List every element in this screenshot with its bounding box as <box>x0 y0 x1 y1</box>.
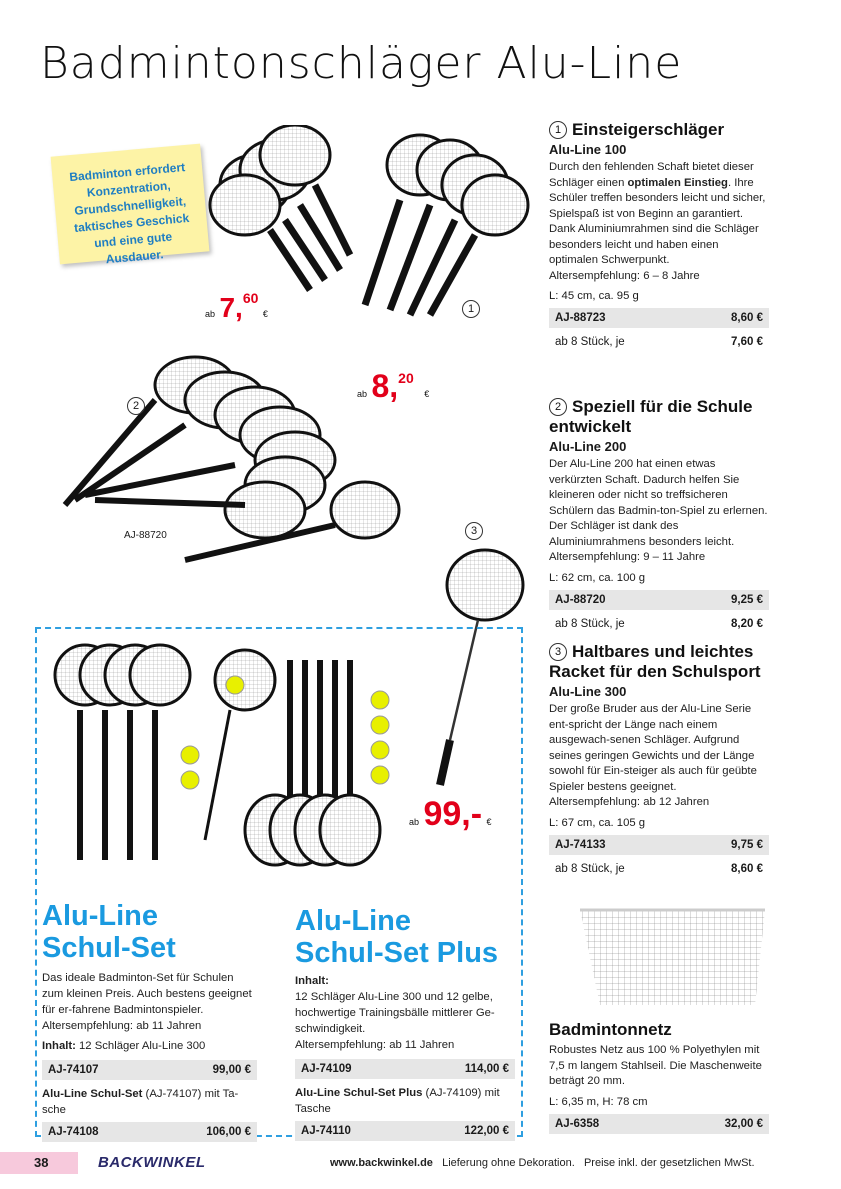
product-size: L: 45 cm, ca. 95 g <box>549 290 639 302</box>
price-main: 99,- <box>423 795 483 833</box>
product-subtitle: Alu-Line 200 <box>549 439 627 454</box>
bulk-price-row: ab 8 Stück, je 8,20 € <box>555 617 763 630</box>
set-contents: Inhalt: 12 Schläger Alu-Line 300 <box>42 1040 206 1052</box>
price-row: AJ-74107 99,00 € <box>42 1060 257 1080</box>
image-number-1: 1 <box>462 300 480 318</box>
price-badge-2 <box>357 368 429 405</box>
price-row: AJ-74109 114,00 € <box>295 1059 515 1079</box>
product-2 <box>549 397 769 634</box>
set-bag-option: Alu-Line Schul-Set (AJ-74107) mit Ta-sche <box>42 1088 239 1116</box>
brand-logo: BACKWINKEL <box>98 1154 206 1171</box>
product-image-net <box>570 905 770 1015</box>
info-note <box>51 144 210 265</box>
price-row: AJ-74108 106,00 € <box>42 1122 257 1142</box>
price-row: AJ-88720 9,25 € <box>549 590 769 610</box>
price-row: AJ-6358 32,00 € <box>549 1114 769 1134</box>
price-prefix: ab <box>357 389 368 399</box>
footer-url[interactable]: www.backwinkel.de <box>330 1157 433 1169</box>
set-bag-option: Alu-Line Schul-Set Plus (AJ-74109) mit Tasche <box>295 1087 500 1115</box>
page-title: Badmintonschläger Alu-Line <box>40 38 683 89</box>
product-title: Badmintonnetz <box>549 1020 672 1039</box>
price-badge-1 <box>205 290 268 324</box>
product-size: L: 62 cm, ca. 100 g <box>549 571 646 584</box>
set-description: Das ideale Badminton-Set für Schulen zum kleinen Preis. Auch bestens geeignet für er-fahrene Badmintonspieler. Altersempfehlung: ab 11 Jahren <box>42 972 252 1032</box>
image-number-2: 2 <box>127 397 145 415</box>
product-3 <box>549 642 769 879</box>
product-subtitle: Alu-Line 100 <box>549 142 627 157</box>
set-title: Alu-Line Schul-Set Plus <box>295 905 499 969</box>
bulk-price-row: ab 8 Stück, je 8,60 € <box>555 862 763 875</box>
price-row: AJ-74133 9,75 € <box>549 835 769 855</box>
product-number: 2 <box>549 398 567 416</box>
product-description: Der Alu-Line 200 hat einen etwas verkürzten Schaft. Dadurch helfen Sie kleineren oder nicht so treffsicheren Schülern das Badmin-ton-Spiel zu erlernen. Der Schläger ist dank des Aluminiumrahmens besonders leicht. Altersempfehlung: 9 – 11 Jahre <box>549 458 768 563</box>
bulk-price-row: ab 8 Stück, je 7,60 € <box>555 336 763 348</box>
product-1 <box>549 120 769 352</box>
image-article-label: AJ-88720 <box>124 530 167 541</box>
page-number: 38 <box>0 1152 78 1174</box>
product-size: L: 67 cm, ca. 105 g <box>549 816 646 829</box>
price-cents: 20 <box>398 370 414 386</box>
product-net <box>549 1020 769 1134</box>
product-number: 3 <box>549 643 567 661</box>
price-currency: € <box>262 309 268 319</box>
image-number-3: 3 <box>465 522 483 540</box>
product-description: Der große Bruder aus der Alu-Line Serie ent-spricht der Länge nach einem ausgewach-senen Schläger. Aufgrund seines geringen Gewichts und der Länge sowohl für Ein-steiger als auch für geübte Spieler bestens geeignet. Altersempfehlung: ab 12 Jahren <box>549 703 757 808</box>
price-currency: € <box>486 817 492 827</box>
note-text: Badminton erfordert Konzentration, Grundschnelligkeit, taktisches Geschick und eine gute Ausdauer. <box>68 160 190 267</box>
set-title: Alu-Line Schul-Set <box>42 900 176 964</box>
product-size: L: 6,35 m, H: 78 cm <box>549 1095 648 1108</box>
product-title: 2 Speziell für die Schule entwickelt <box>549 397 753 436</box>
price-prefix: ab <box>409 817 420 827</box>
product-description: Robustes Netz aus 100 % Polyethylen mit 7,5 m langem Stahlseil. Die Maschenweite beträgt 20 mm. <box>549 1044 762 1087</box>
price-prefix: ab <box>205 309 216 319</box>
product-title: 3 Haltbares und leichtes Racket für den Schulsport <box>549 642 761 681</box>
set-contents: Inhalt: 12 Schläger Alu-Line 300 und 12 gelbe, hochwertige Trainingsbälle mittlerer Ge-schwindigkeit. Altersempfehlung: ab 11 Jahren <box>295 975 495 1051</box>
product-number: 1 <box>549 121 567 139</box>
price-main: 8, <box>371 368 399 404</box>
product-description: Durch den fehlenden Schaft bietet dieser Schläger einen optimalen Einstieg. Ihre Schüler treffen besonders leicht und sicher, Spielspaß ist von Beginn an garantiert. Dank Aluminiumrahmen sind die Schläger besonders leicht und haben einen optimalen Schwerpunkt. Altersempfehlung: 6 – 8 Jahre <box>549 161 766 282</box>
price-row: AJ-88723 8,60 € <box>549 308 769 328</box>
price-currency: € <box>424 389 430 399</box>
product-subtitle: Alu-Line 300 <box>549 684 627 699</box>
product-image-alu-line-200 <box>55 355 405 570</box>
price-cents: 60 <box>242 290 259 306</box>
set-schul-set-plus <box>295 905 515 1141</box>
product-title: 1 Einsteigerschläger <box>549 120 769 140</box>
set-schul-set <box>42 900 257 1142</box>
footer-text: www.backwinkel.de Lieferung ohne Dekoration. Preise inkl. der gesetzlichen MwSt. <box>330 1157 755 1169</box>
price-row: AJ-74110 122,00 € <box>295 1121 515 1141</box>
price-main: 7, <box>219 292 243 323</box>
